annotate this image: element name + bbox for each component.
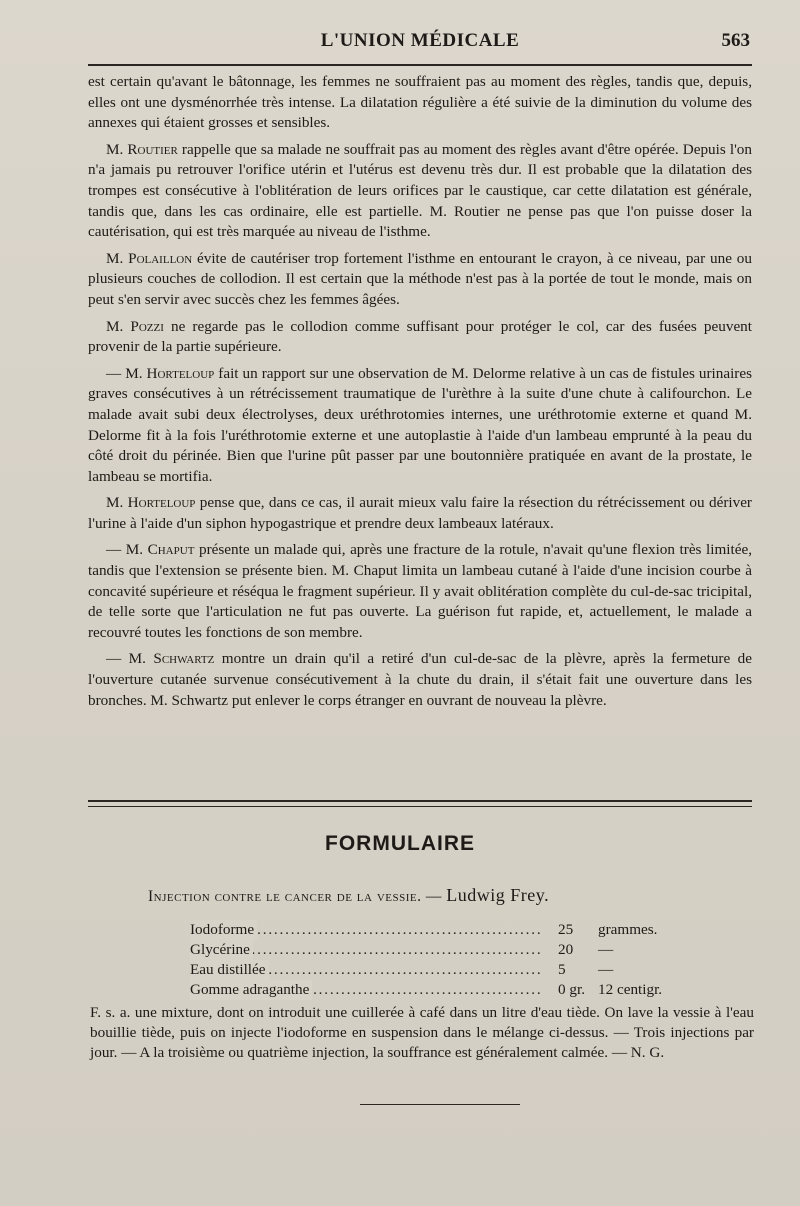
speaker-name: — M. Schwartz [106, 650, 215, 668]
article-body [88, 72, 752, 717]
ingredient-row [190, 920, 730, 940]
page-header [90, 28, 750, 58]
section-title: FORMULAIRE [325, 832, 475, 855]
paragraph-text: est certain qu'avant le bâtonnage, les femmes ne souffraient pas au moment des règles, tandis que, depuis, elles ont une dysménorrhée très intense. La dilatation régulière a été suivie de la diminution du volume des annexes qui étaient grosses et sensibles. [88, 73, 752, 132]
paragraph-text: évite de cautériser trop fortement l'isthme en entourant le crayon, à ce niveau, par une ou plusieurs couches de collodion. Il est certain que la méthode n'est pas à la portée de tout le monde, mais on peut s'en servir avec succès chez les femmes âgées. [88, 249, 752, 308]
paragraph-text: pense que, dans ce cas, il aurait mieux valu faire la résection du rétrécissement ou dériver l'urine à l'aide d'un siphon hypogastrique et prendre deux lambeaux latéraux. [88, 494, 752, 532]
recipe-name: Injection contre le cancer de la vessie. [148, 888, 422, 905]
paragraph [88, 249, 752, 311]
paragraph [88, 140, 752, 243]
speaker-name: M. Pozzi [106, 317, 164, 335]
ingredient-list [190, 920, 730, 1000]
ingredient-name: Gomme adraganthe [190, 980, 312, 1000]
speaker-name: — M. Horteloup [106, 364, 215, 382]
paragraph-text: présente un malade qui, après une fracture de la rotule, n'avait qu'une flexion très limitée, tandis que l'extension se présente bien. M. Chaput limita un lambeau cutané à l'aide d'une incision courbe à concavité supérieure et réséqua le fragment supérieur. Il y avait oblitération complète du cul-de-sac tricipital, de telle sorte que l'articulation ne fut pas ouverte. La guérison fut rapide, et, actuellement, le malade a recouvré toutes les fonctions de son membre. [88, 541, 752, 641]
ingredient-row [190, 980, 730, 1000]
ingredient-unit: — [598, 961, 614, 978]
ingredient-quantity: 0 gr. [558, 981, 586, 998]
paragraph [88, 493, 752, 534]
ingredient-unit: 12 centigr. [598, 981, 663, 998]
ingredient-unit: grammes. [598, 921, 658, 938]
speaker-name: — M. Chaput [106, 541, 195, 559]
header-rule [88, 64, 752, 66]
ingredient-row [190, 940, 730, 960]
ingredient-unit: — [598, 941, 614, 958]
recipe-title [148, 885, 748, 906]
ingredient-quantity: 5 [558, 961, 566, 978]
paragraph-text: montre un drain qu'il a retiré d'un cul-de-sac de la plèvre, après la fermeture de l'ouverture cutanée survenue consécutivement à la chute du drain, il s'était fait une ouverture dans les bronches. M. Schwartz put enlever le corps étranger en ouvrant de nouveau la plèvre. [88, 650, 752, 709]
paragraph-text: rappelle que sa malade ne souffrait pas au moment des règles avant d'être opérée. Depuis l'on n'a jamais pu retrouver l'orifice utérin et l'utérus est devenu très dur. Il est probable que la dilatation des trompes est consécutive à l'oblitération de leurs orifices par le caustique, car cette dilatation est générale, tandis que, dans les cas ordinaire, elle est partielle. M. Routier ne pense pas que l'on puisse doser la cautérisation, qui est très marquée au niveau de l'isthme. [88, 140, 752, 241]
journal-title: L'UNION MÉDICALE [320, 30, 520, 51]
paragraph [88, 317, 752, 358]
speaker-name: M. Polaillon [106, 249, 193, 267]
paragraph-text: ne regarde pas le collodion comme suffisant pour protéger le col, car des fusées peuvent provenir de la partie supérieure. [88, 317, 752, 356]
footer-rule [360, 1104, 520, 1105]
recipe-instructions [90, 1003, 754, 1063]
paragraph [88, 649, 752, 711]
ingredient-name: Glycérine [190, 940, 253, 960]
ingredient-quantity: 25 [558, 921, 574, 938]
speaker-name: M. Routier [106, 140, 178, 158]
section-divider [88, 800, 752, 807]
instructions-text: F. s. a. une mixture, dont on introduit une cuillerée à café dans un litre d'eau tiède. On lave la vessie à l'eau bouillie tiède, puis on injecte l'iodoforme en suspension dans le mélange ci-dessus. — Trois injections par jour. — A la troisième ou quatrième injection, la souffrance est généralement calmée. — N. G. [90, 1004, 754, 1061]
speaker-name: M. Horteloup [106, 494, 196, 512]
ingredient-row [190, 960, 730, 980]
page-number: 563 [721, 30, 750, 51]
paragraph [88, 72, 752, 134]
ingredient-name: Eau distillée [190, 960, 269, 980]
recipe-dash: — [421, 888, 447, 905]
paragraph-text: fait un rapport sur une observation de M. Delorme relative à un cas de fistules urinaires graves consécutives à un rétrécissement traumatique de l'urèthre à la suite d'une chute à califourchon. Le malade avait subi deux électrolyses, deux uréthrotomies internes, une uréthrotomie externe et quand M. Delorme fit à la fois l'uréthrotomie externe et une autoplastie à l'aide d'un lambeau emprunté à la peau du côté droit du périnée. Bien que l'urine pût passer par une boutonnière pratiquée en avant de la prostate, le lambeau se mortifia. [88, 364, 752, 485]
paragraph [88, 540, 752, 643]
recipe-author: Ludwig Frey. [446, 885, 550, 905]
ingredient-quantity: 20 [558, 941, 574, 958]
ingredient-name: Iodoforme [190, 920, 257, 940]
paragraph [88, 364, 752, 488]
